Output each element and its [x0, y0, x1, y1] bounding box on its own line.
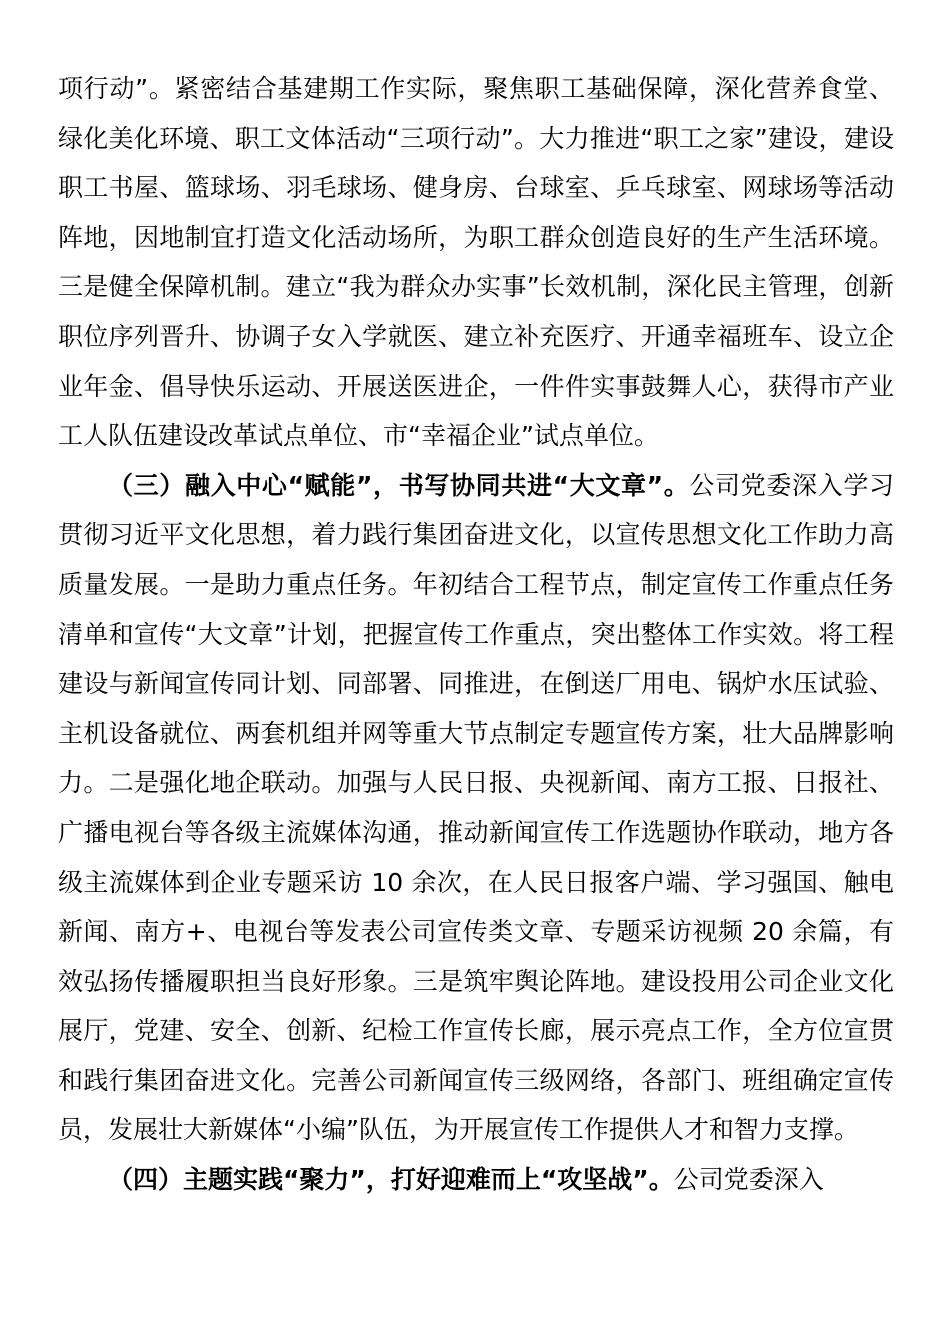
section-3-body: 公司党委深入学习贯彻习近平文化思想，着力践行集团奋进文化，以宣传思想文化工作助力高质量发展。一是助力重点任务。年初结合工程节点，制定宣传工作重点任务清单和宣传“大文章”计划，把握宣传工作重点，突出整体工作实效。将工程建设与新闻宣传同计划、同部署、同推进，在倒送厂用电、锅炉水压试验、主机设备就位、两套机组并网等重大节点制定专题宣传方案，壮大品牌影响力。二是强化地企联动。加强与人民日报、央视新闻、南方工报、日报社、广播电视台等各级主流媒体沟通，推动新闻宣传工作选题协作联动，地方各级主流媒体到企业专题采访 10 余次，在人民日报客户端、学习强国、触电新闻、南方+、电视台等发表公司宣传类文章、专题采访视频 20 余篇，有效弘扬传播履职担当良好形象。三是筑牢舆论阵地。建设投用公司企业文化展厅，党建、安全、创新、纪检工作宣传长廊，展示亮点工作，全方位宣贯和践行集团奋进文化。完善公司新闻宣传三级网络，各部门、班组确定宣传员，发展壮大新媒体“小编”队伍，为开展宣传工作提供人才和智力支撑。 [58, 470, 894, 1145]
section-3-paragraph [58, 461, 894, 1155]
section-4-body: 公司党委深入 [673, 1165, 824, 1195]
section-3-heading: （三）融入中心“赋能”，书写协同共进“大文章”。 [108, 470, 690, 500]
paragraph-1-text: 项行动”。紧密结合基建期工作实际，聚焦职工基础保障，深化营养食堂、绿化美化环境、职工文体活动“三项行动”。大力推进“职工之家”建设，建设职工书屋、篮球场、羽毛球场、健身房、台球室、乒乓球室、网球场等活动阵地，因地制宜打造文化活动场所，为职工群众创造良好的生产生活环境。三是健全保障机制。建立“我为群众办实事”长效机制，深化民主管理，创新职位序列晋升、协调子女入学就医、建立补充医疗、开通幸福班车、设立企业年金、倡导快乐运动、开展送医进企，一件件实事鼓舞人心，获得市产业工人队伍建设改革试点单位、市“幸福企业”试点单位。 [58, 74, 894, 451]
section-4-paragraph [58, 1155, 894, 1205]
paragraph-continued [58, 64, 894, 461]
section-4-heading: （四）主题实践“聚力”，打好迎难而上“攻坚战”。 [108, 1165, 674, 1195]
document-body [58, 64, 894, 1205]
